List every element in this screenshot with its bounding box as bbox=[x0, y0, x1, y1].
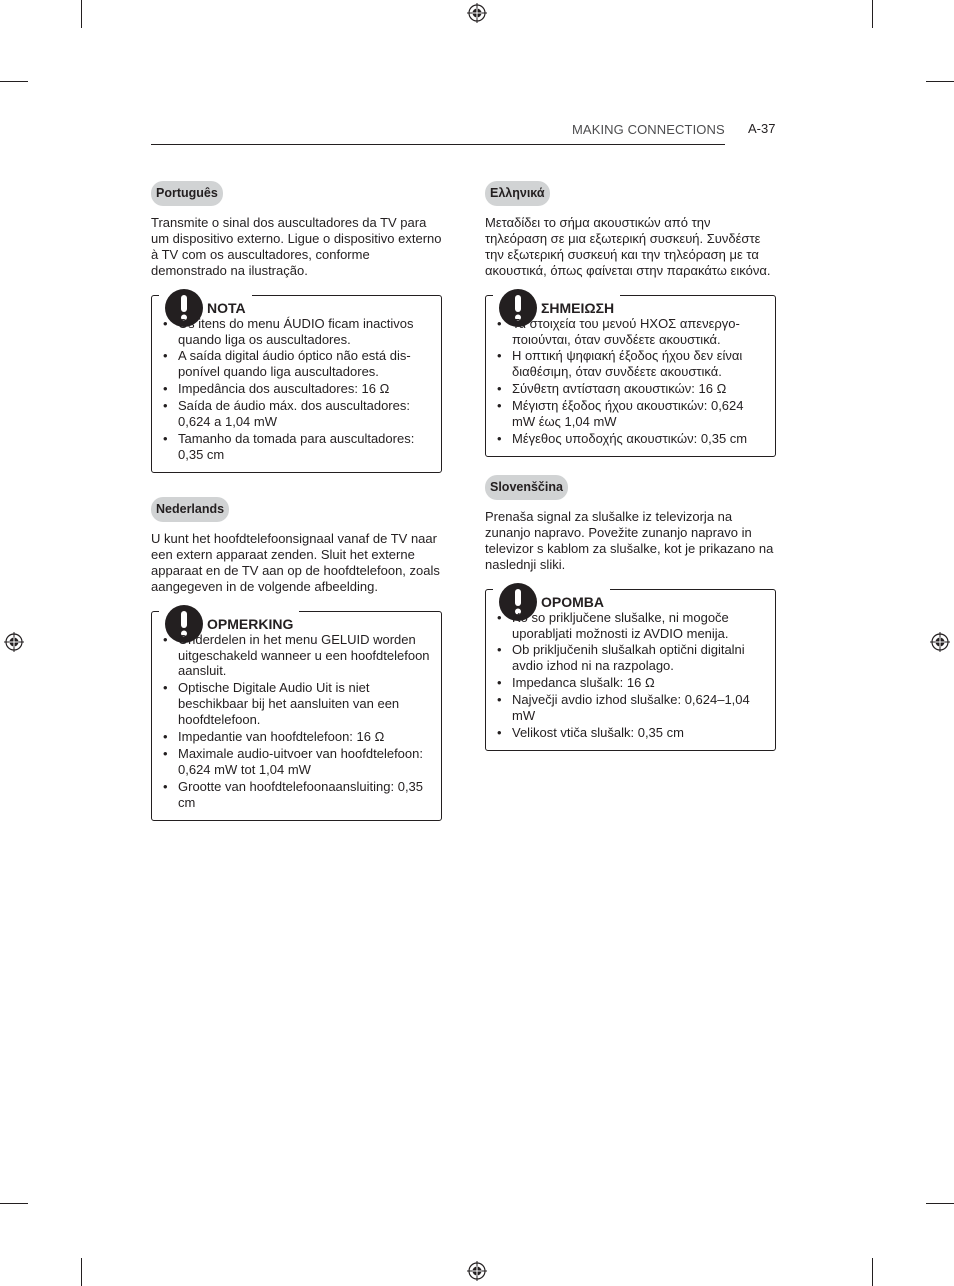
note-box bbox=[151, 295, 442, 473]
list-item: • Os itens do menu ÁUDIO ficam inactivos quando liga os auscultadores. bbox=[162, 316, 433, 348]
list-item: • Μέγεθος υποδοχής ακουστικών: 0,35 cm bbox=[496, 431, 767, 447]
list-item: • Optische Digitale Audio Uit is niet beschikbaar bij het aansluiten van een hoofdtelefoon. bbox=[162, 680, 433, 728]
list-item: • Impedantie van hoofdtelefoon: 16 Ω bbox=[162, 729, 433, 745]
page-number: A-37 bbox=[748, 121, 776, 136]
list-item: • Velikost vtiča slušalk: 0,35 cm bbox=[496, 725, 767, 741]
note-list bbox=[496, 610, 767, 741]
language-badge: Português bbox=[151, 181, 223, 206]
note-box bbox=[485, 295, 776, 457]
list-item: • Μέγιστη έξοδος ήχου ακουστικών: 0,624 mW έως 1,04 mW bbox=[496, 398, 767, 430]
list-item: • Ob priključenih slušalkah optični digitalni avdio izhod ni na razpolago. bbox=[496, 642, 767, 674]
list-item: • Impedanca slušalk: 16 Ω bbox=[496, 675, 767, 691]
list-item: • Onderdelen in het menu GELUID worden uitgeschakeld wanneer u een hoofdtelefoon aansluit. bbox=[162, 632, 433, 680]
note-list bbox=[162, 316, 433, 463]
section-paragraph: U kunt het hoofdtelefoonsignaal vanaf de TV naar een extern apparaat zenden. Sluit het externe apparaat en de TV aan op de hoofdtelefoon, zoals aangegeven in de volgende afbeelding. bbox=[151, 531, 440, 594]
registration-mark-icon bbox=[4, 632, 24, 652]
note-block bbox=[151, 295, 442, 473]
running-header-section: MAKING CONNECTIONS bbox=[572, 122, 725, 137]
language-badge: Nederlands bbox=[151, 497, 229, 522]
note-box bbox=[151, 611, 442, 821]
note-list bbox=[496, 316, 767, 447]
section-portugues bbox=[151, 181, 442, 473]
crop-mark bbox=[926, 81, 954, 82]
note-list bbox=[162, 632, 433, 811]
crop-mark bbox=[81, 1258, 82, 1286]
note-block bbox=[151, 611, 442, 821]
list-item: • Η οπτική ψηφιακή έξοδος ήχου δεν είναι διαθέσιμη, όταν συνδέετε ακουστικά. bbox=[496, 348, 767, 380]
crop-mark bbox=[0, 81, 28, 82]
note-block bbox=[485, 295, 776, 457]
list-item: • Maximale audio-uitvoer van hoofdtelefoon: 0,624 mW tot 1,04 mW bbox=[162, 746, 433, 778]
section-paragraph: Prenaša signal za slušalke iz televizorja na zunanjo napravo. Povežite zunanjo napravo in televizor s kablom za slušalke, kot je prikazano na naslednji sliki. bbox=[485, 509, 774, 572]
note-label: NOTA bbox=[207, 299, 246, 316]
note-block bbox=[485, 589, 776, 751]
crop-mark bbox=[872, 1258, 873, 1286]
note-label: ΣΗΜΕΙΩΣΗ bbox=[541, 299, 615, 316]
language-badge: Ελληνικά bbox=[485, 181, 550, 206]
note-label: OPMERKING bbox=[207, 615, 294, 632]
list-item: • Ko so priključene slušalke, ni mogoče uporabljati možnosti iz AVDIO menija. bbox=[496, 610, 767, 642]
registration-mark-icon bbox=[930, 632, 950, 652]
section-paragraph: Μεταδίδει το σήμα ακουστικών από την τηλεόραση σε μια εξωτερική συσκευή. Συνδέστε την εξωτερική συσκευή και την τηλεόραση με τα ακουστικά, όπως φαίνεται στην παρακάτω εικόνα. bbox=[485, 215, 771, 278]
list-item: • Impedância dos auscultadores: 16 Ω bbox=[162, 381, 433, 397]
list-item: • Σύνθετη αντίσταση ακουστικών: 16 Ω bbox=[496, 381, 767, 397]
section-slovenscina bbox=[485, 475, 776, 751]
section-nederlands bbox=[151, 497, 442, 821]
crop-mark bbox=[81, 0, 82, 28]
list-item: • Največji avdio izhod slušalke: 0,624–1,04 mW bbox=[496, 692, 767, 724]
crop-mark bbox=[872, 0, 873, 28]
crop-mark bbox=[0, 1203, 28, 1204]
header-rule bbox=[151, 144, 725, 145]
list-item: • Tamanho da tomada para auscultadores: 0,35 cm bbox=[162, 431, 433, 463]
list-item: • A saída digital áudio óptico não está dis-ponível quando liga auscultadores. bbox=[162, 348, 433, 380]
note-label: OPOMBA bbox=[541, 593, 604, 610]
list-item: • Saída de áudio máx. dos auscultadores: 0,624 a 1,04 mW bbox=[162, 398, 433, 430]
registration-mark-icon bbox=[467, 3, 487, 23]
section-paragraph: Transmite o sinal dos auscultadores da TV para um dispositivo externo. Ligue o dispositivo externo à TV com os auscultadores, conforme demonstrado na ilustração. bbox=[151, 215, 442, 278]
registration-mark-icon bbox=[467, 1261, 487, 1281]
list-item: • Τα στοιχεία του μενού ΗΧΟΣ απενεργο-ποιούνται, όταν συνδέετε ακουστικά. bbox=[496, 316, 767, 348]
list-item: • Grootte van hoofdtelefoonaansluiting: 0,35 cm bbox=[162, 779, 433, 811]
crop-mark bbox=[926, 1203, 954, 1204]
section-ellinika bbox=[485, 181, 776, 457]
language-badge: Slovenščina bbox=[485, 475, 568, 500]
note-box bbox=[485, 589, 776, 751]
